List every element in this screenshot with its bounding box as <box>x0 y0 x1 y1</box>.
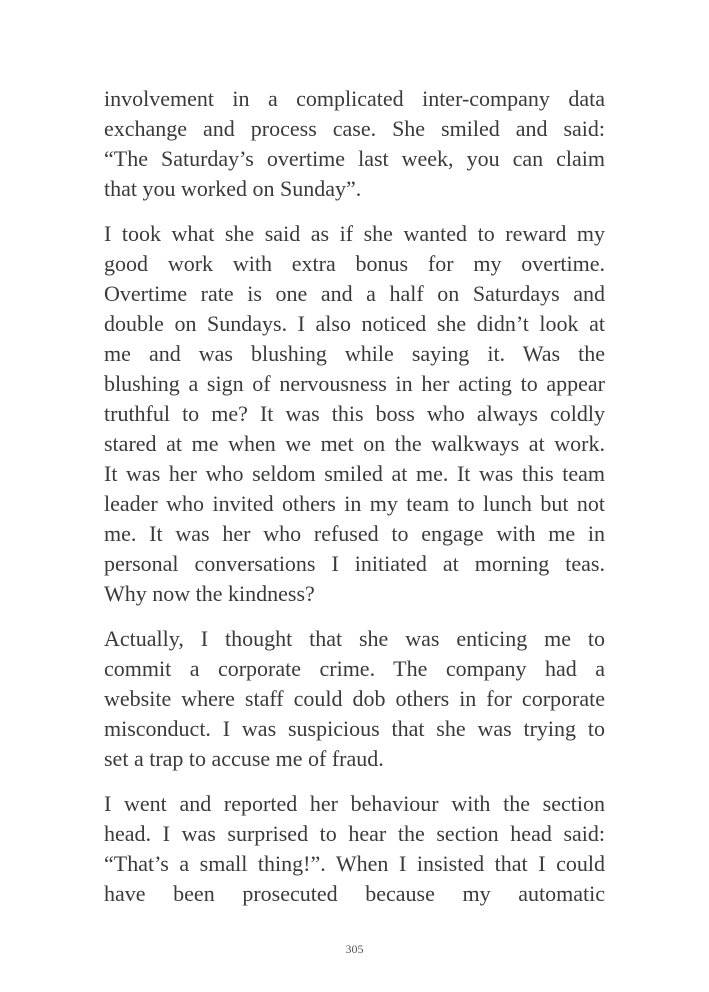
text-line: stared at me when we met on the walkways at work. <box>104 431 605 456</box>
text-line: me and was blushing while saying it. Was the <box>104 341 605 366</box>
text-line: head. I was surprised to hear the section head said: <box>104 821 605 846</box>
text-line: involvement in a complicated inter-company data <box>104 86 605 111</box>
text-line: double on Sundays. I also noticed she didn’t look at <box>104 311 605 336</box>
text-line: exchange and process case. She smiled and said: <box>104 116 605 141</box>
text-line: Why now the kindness? <box>104 581 315 606</box>
text-line: commit a corporate crime. The company had a <box>104 656 605 681</box>
text-line: that you worked on Sunday”. <box>104 176 362 201</box>
text-line: I took what she said as if she wanted to reward my <box>104 221 605 246</box>
page-number: 305 <box>345 942 364 956</box>
paragraph <box>104 789 605 909</box>
text-line: misconduct. I was suspicious that she was trying to <box>104 716 605 741</box>
paragraph <box>104 84 605 204</box>
text-line: Overtime rate is one and a half on Saturdays and <box>104 281 605 306</box>
text-line: website where staff could dob others in for corporate <box>104 686 605 711</box>
text-line: It was her who seldom smiled at me. It was this team <box>104 461 605 486</box>
text-line: have been prosecuted because my automatic <box>104 881 605 906</box>
text-line: me. It was her who refused to engage with me in <box>104 521 605 546</box>
paragraph <box>104 624 605 774</box>
paragraph <box>104 219 605 609</box>
page-body <box>104 84 605 924</box>
text-line: “The Saturday’s overtime last week, you can claim <box>104 146 605 171</box>
text-line: truthful to me? It was this boss who always coldly <box>104 401 605 426</box>
text-line: good work with extra bonus for my overtime. <box>104 251 605 276</box>
text-line: I went and reported her behaviour with the section <box>104 791 605 816</box>
text-line: blushing a sign of nervousness in her acting to appear <box>104 371 605 396</box>
text-line: Actually, I thought that she was enticing me to <box>104 626 605 651</box>
text-line: “That’s a small thing!”. When I insisted that I could <box>104 851 605 876</box>
text-line: leader who invited others in my team to lunch but not <box>104 491 605 516</box>
text-line: personal conversations I initiated at morning teas. <box>104 551 605 576</box>
text-line: set a trap to accuse me of fraud. <box>104 746 384 771</box>
